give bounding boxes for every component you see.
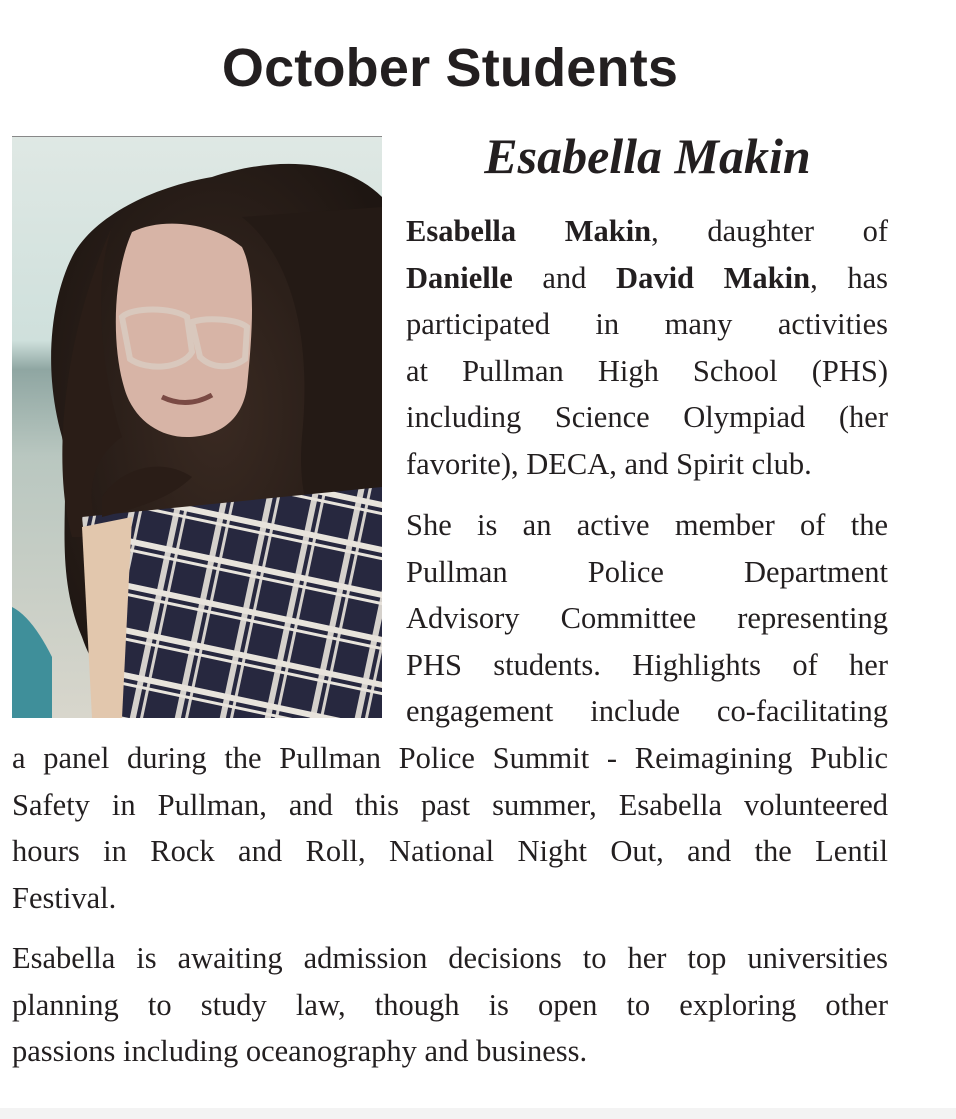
student-photo <box>12 136 382 718</box>
bio-p2-line-8: hours in Rock and Roll, National Night Out, and the Lentil <box>12 834 888 868</box>
bio-p2-line-9: Festival. <box>12 880 117 915</box>
student-photo-image <box>12 137 382 718</box>
bio-p2-line-4: PHS students. Highlights of her <box>406 647 888 682</box>
bio-p3-line-3: passions including oceanography and business. <box>12 1034 588 1068</box>
bio-p1-line-1-rest: , daughter of <box>651 214 888 248</box>
bio-p2-line-5: engagement include co-facilitating <box>406 694 888 728</box>
bio-p2-line-3: Advisory Committee representing <box>406 601 888 635</box>
student-name-heading: Esabella Makin <box>484 128 811 184</box>
bio-p2-line-1: She is an active member of the <box>406 508 888 542</box>
parent-name-2: David Makin <box>616 260 811 295</box>
bio-paragraph-2-full <box>12 735 888 921</box>
bio-p3-line-2: planning to study law, though is open to exploring other <box>12 987 888 1022</box>
bio-p2-line-7: Safety in Pullman, and this past summer, Esabella volunteered <box>12 787 888 822</box>
bio-p2-line-6: a panel during the Pullman Police Summit - Reimagining Public <box>12 741 888 775</box>
parent-name-1: Danielle <box>406 260 513 295</box>
bio-paragraph-3 <box>12 935 888 1075</box>
bio-p1-line-3: participated in many activities <box>406 307 888 341</box>
bio-paragraph-1 <box>406 208 888 487</box>
bio-p1-line-2 <box>406 255 888 302</box>
bio-p3-line-1: Esabella is awaiting admission decisions to her top universities <box>12 941 888 975</box>
bio-p1-line-1 <box>406 208 888 255</box>
bio-p1-line-4: at Pullman High School (PHS) <box>406 353 888 388</box>
bio-p1-line-2-rest: , has <box>810 260 888 295</box>
bio-paragraph-2-column <box>406 502 888 735</box>
bio-p2-line-2: Pullman Police Department <box>406 554 888 589</box>
bio-p1-and: and <box>512 260 617 295</box>
page-edge-mark <box>946 364 948 404</box>
student-name-bold: Esabella Makin <box>406 214 652 248</box>
page-title: October Students <box>221 38 679 98</box>
bio-p1-line-6: favorite), DECA, and Spirit club. <box>406 446 812 481</box>
page-bottom-edge <box>0 1108 956 1119</box>
bio-p1-line-5: including Science Olympiad (her <box>406 400 888 434</box>
